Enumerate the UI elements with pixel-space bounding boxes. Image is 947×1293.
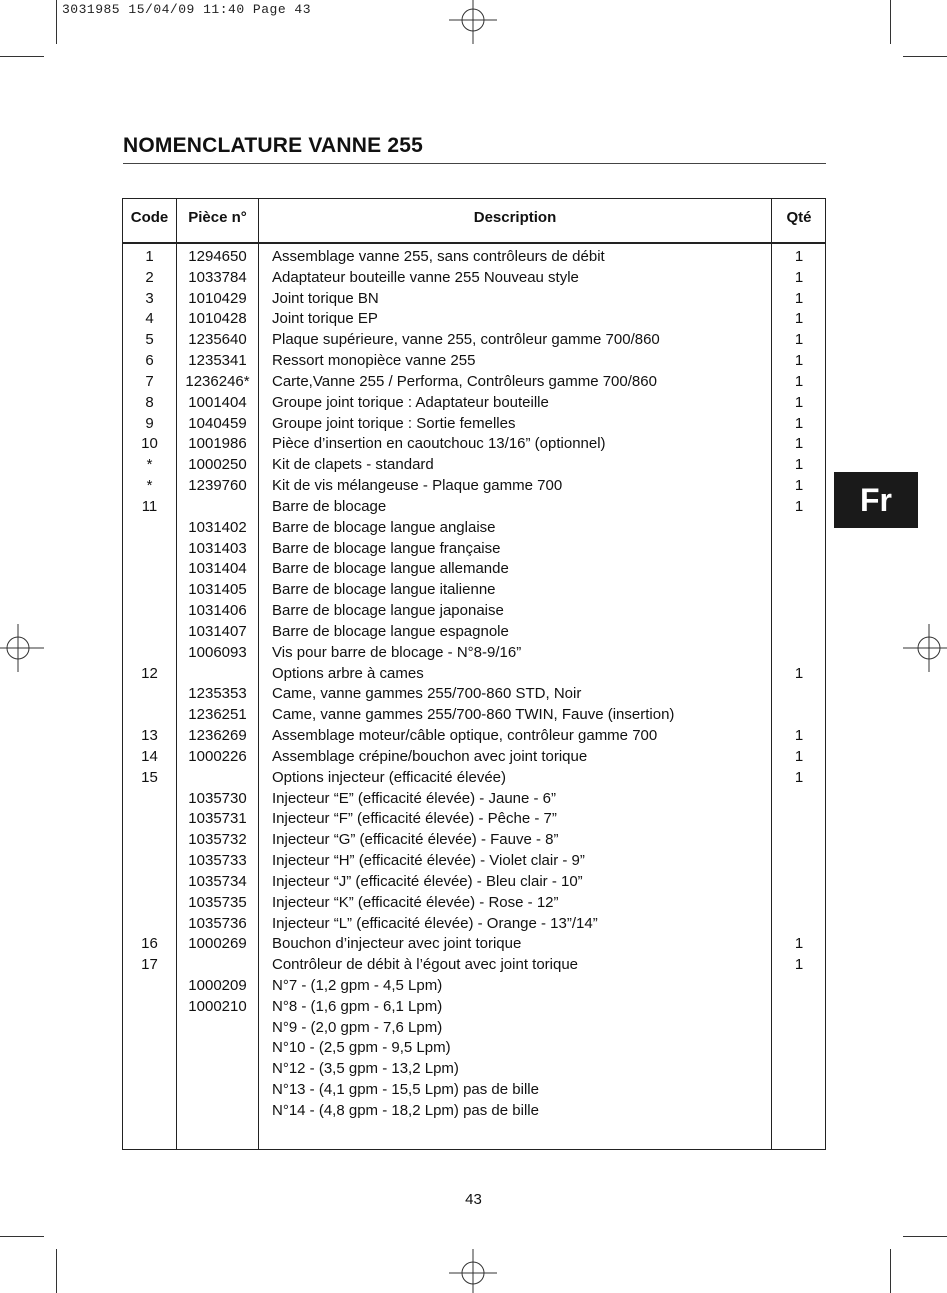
cell-qty: 1: [794, 727, 804, 745]
cell-code: 1: [145, 248, 154, 265]
cell-piece: 1000269: [188, 935, 247, 953]
crop-mark-bottom-right-v: [890, 1249, 891, 1293]
cell-code: 3: [145, 289, 154, 307]
cell-description: N°14 - (4,8 gpm - 18,2 Lpm) pas de bille: [272, 1101, 539, 1119]
table-row: [123, 684, 825, 705]
cell-piece: 1031407: [188, 622, 247, 640]
language-tab: Fr: [834, 472, 918, 528]
cell-description: Assemblage crépine/bouchon avec joint torique: [272, 747, 588, 765]
cell-code: 16: [141, 935, 158, 953]
cell-description: Injecteur “H” (efficacité élevée) - Violet clair - 9”: [272, 852, 585, 870]
cell-description: Injecteur “L” (efficacité élevée) - Orange - 13”/14”: [272, 914, 598, 932]
print-slug: 3031985 15/04/09 11:40 Page 43: [62, 2, 312, 17]
cell-piece: 1035731: [188, 810, 247, 828]
registration-mark-bottom: [449, 1245, 497, 1293]
page-title: NOMENCLATURE VANNE 255: [123, 134, 423, 157]
cell-description: Injecteur “J” (efficacité élevée) - Bleu clair - 10”: [272, 872, 583, 890]
table-row: [123, 372, 825, 393]
table-row: [123, 747, 825, 768]
cell-qty: 1: [794, 956, 804, 974]
title-underline: [123, 163, 826, 164]
cell-description: N°8 - (1,6 gpm - 6,1 Lpm): [272, 997, 443, 1015]
table-row: [123, 1101, 825, 1122]
table-row: [123, 455, 825, 476]
cell-description: Kit de clapets - standard: [272, 456, 434, 474]
table-row: [123, 997, 825, 1018]
header-description: Description: [473, 209, 557, 226]
cell-piece: 1033784: [188, 268, 247, 286]
table-row: [123, 414, 825, 435]
table-row: [123, 1038, 825, 1059]
cell-code: 12: [141, 664, 158, 682]
cell-description: Barre de blocage langue française: [272, 539, 501, 557]
crop-mark-top-left-v: [56, 0, 57, 44]
cell-qty: 1: [794, 393, 804, 411]
cell-piece: 1000209: [188, 976, 247, 994]
cell-qty: 1: [794, 289, 804, 307]
cell-piece: 1035732: [188, 831, 247, 849]
cell-piece: 1000210: [188, 997, 247, 1015]
cell-code: 14: [141, 747, 158, 765]
table-row: [123, 705, 825, 726]
cell-code: 13: [141, 727, 158, 745]
cell-description: Assemblage moteur/câble optique, contrôleur gamme 700: [272, 727, 658, 745]
table-row: [123, 247, 825, 268]
cell-description: Barre de blocage langue anglaise: [272, 518, 496, 536]
crop-mark-top-right-v: [890, 0, 891, 44]
registration-mark-left: [0, 624, 48, 672]
cell-code: 6: [145, 352, 154, 370]
table-row: [123, 434, 825, 455]
registration-mark-top: [449, 0, 497, 48]
cell-piece: 1035735: [188, 893, 247, 911]
cell-piece: 1040459: [188, 414, 247, 432]
crop-mark-top-right-h: [903, 56, 947, 57]
cell-code: 5: [145, 331, 154, 349]
table-row: [123, 268, 825, 289]
cell-code: 9: [145, 414, 154, 432]
cell-piece: 1236251: [188, 706, 247, 724]
cell-qty: 1: [794, 456, 804, 474]
table-row: [123, 726, 825, 747]
header-qty: Qté: [786, 209, 812, 226]
cell-piece: 1031402: [188, 518, 247, 536]
header-divider: [123, 242, 825, 244]
table-row: [123, 497, 825, 518]
table-row: [123, 851, 825, 872]
cell-code: 11: [141, 497, 158, 515]
cell-description: Options injecteur (efficacité élevée): [272, 768, 507, 786]
cell-qty: 1: [794, 248, 804, 265]
table-row: [123, 622, 825, 643]
table-row: [123, 976, 825, 997]
page-number: 43: [465, 1191, 482, 1208]
cell-qty: 1: [794, 497, 804, 515]
table-row: [123, 830, 825, 851]
cell-qty: 1: [794, 414, 804, 432]
crop-mark-bottom-right-h: [903, 1236, 947, 1237]
cell-piece: 1031405: [188, 581, 247, 599]
table-row: [123, 893, 825, 914]
cell-description: Barre de blocage langue espagnole: [272, 622, 509, 640]
cell-description: Plaque supérieure, vanne 255, contrôleur gamme 700/860: [272, 331, 660, 349]
cell-qty: 1: [794, 331, 804, 349]
header-piece: Pièce n°: [188, 209, 247, 226]
crop-mark-bottom-left-v: [56, 1249, 57, 1293]
table-row: [123, 768, 825, 789]
cell-description: Injecteur “E” (efficacité élevée) - Jaune - 6”: [272, 789, 557, 807]
cell-description: N°12 - (3,5 gpm - 13,2 Lpm): [272, 1060, 459, 1078]
cell-qty: 1: [794, 747, 804, 765]
cell-code: 15: [141, 768, 158, 786]
cell-description: Barre de blocage langue allemande: [272, 560, 509, 578]
table-body: [123, 247, 825, 1122]
cell-description: Came, vanne gammes 255/700-860 STD, Noir: [272, 685, 582, 703]
cell-piece: 1031403: [188, 539, 247, 557]
cell-description: Joint torique BN: [272, 289, 379, 307]
cell-description: Barre de blocage: [272, 497, 387, 515]
header-code: Code: [130, 209, 169, 226]
cell-description: N°13 - (4,1 gpm - 15,5 Lpm) pas de bille: [272, 1081, 539, 1099]
cell-piece: 1236246*: [185, 372, 250, 390]
cell-qty: 1: [794, 268, 804, 286]
registration-mark-right: [899, 624, 947, 672]
cell-description: Injecteur “G” (efficacité élevée) - Fauve - 8”: [272, 831, 559, 849]
table-row: [123, 1080, 825, 1101]
cell-qty: 1: [794, 664, 804, 682]
cell-qty: 1: [794, 935, 804, 953]
cell-code: 4: [145, 310, 154, 328]
cell-qty: 1: [794, 477, 804, 495]
cell-description: Bouchon d’injecteur avec joint torique: [272, 935, 522, 953]
crop-mark-bottom-left-h: [0, 1236, 44, 1237]
cell-qty: 1: [794, 310, 804, 328]
table-row: [123, 518, 825, 539]
cell-piece: 1010428: [188, 310, 247, 328]
table-row: [123, 393, 825, 414]
cell-code: *: [146, 456, 153, 474]
parts-table: [122, 198, 826, 1150]
table-row: [123, 580, 825, 601]
cell-piece: 1001986: [188, 435, 247, 453]
cell-piece: 1294650: [188, 248, 247, 265]
table-row: [123, 559, 825, 580]
cell-qty: 1: [794, 435, 804, 453]
cell-piece: 1001404: [188, 393, 247, 411]
cell-piece: 1006093: [188, 643, 247, 661]
cell-description: N°10 - (2,5 gpm - 9,5 Lpm): [272, 1039, 451, 1057]
table-row: [123, 1018, 825, 1039]
cell-description: Came, vanne gammes 255/700-860 TWIN, Fauve (insertion): [272, 706, 675, 724]
cell-description: Injecteur “F” (efficacité élevée) - Pêche - 7”: [272, 810, 557, 828]
cell-piece: 1000226: [188, 747, 247, 765]
table-row: [123, 789, 825, 810]
table-row: [123, 914, 825, 935]
table-row: [123, 476, 825, 497]
cell-piece: 1035733: [188, 852, 247, 870]
cell-piece: 1035736: [188, 914, 247, 932]
cell-code: *: [146, 477, 153, 495]
table-row: [123, 539, 825, 560]
table-row: [123, 809, 825, 830]
cell-piece: 1235341: [188, 352, 247, 370]
cell-piece: 1031404: [188, 560, 247, 578]
table-row: [123, 351, 825, 372]
cell-description: Pièce d’insertion en caoutchouc 13/16” (optionnel): [272, 435, 606, 453]
cell-code: 10: [141, 435, 158, 453]
table-row: [123, 872, 825, 893]
cell-qty: 1: [794, 352, 804, 370]
cell-code: 17: [141, 956, 158, 974]
cell-code: 2: [145, 268, 154, 286]
table-row: [123, 934, 825, 955]
cell-description: N°9 - (2,0 gpm - 7,6 Lpm): [272, 1018, 443, 1036]
cell-piece: 1035734: [188, 872, 247, 890]
cell-description: Vis pour barre de blocage - N°8-9/16”: [272, 643, 522, 661]
table-row: [123, 955, 825, 976]
cell-description: Injecteur “K” (efficacité élevée) - Rose - 12”: [272, 893, 559, 911]
cell-piece: 1035730: [188, 789, 247, 807]
cell-piece: 1031406: [188, 602, 247, 620]
table-row: [123, 1059, 825, 1080]
table-row: [123, 309, 825, 330]
cell-description: Joint torique EP: [272, 310, 378, 328]
cell-description: Kit de vis mélangeuse - Plaque gamme 700: [272, 477, 563, 495]
cell-piece: 1000250: [188, 456, 247, 474]
cell-qty: 1: [794, 768, 804, 786]
cell-piece: 1236269: [188, 727, 247, 745]
cell-code: 7: [145, 372, 154, 390]
cell-code: 8: [145, 393, 154, 411]
cell-description: Options arbre à cames: [272, 664, 424, 682]
cell-description: Groupe joint torique : Adaptateur bouteille: [272, 393, 549, 411]
table-row: [123, 289, 825, 310]
cell-description: Adaptateur bouteille vanne 255 Nouveau style: [272, 268, 579, 286]
cell-piece: 1235640: [188, 331, 247, 349]
cell-piece: 1010429: [188, 289, 247, 307]
cell-description: Ressort monopièce vanne 255: [272, 352, 476, 370]
cell-description: Carte,Vanne 255 / Performa, Contrôleurs gamme 700/860: [272, 372, 657, 390]
cell-qty: 1: [794, 372, 804, 390]
crop-mark-top-left-h: [0, 56, 44, 57]
cell-description: Contrôleur de débit à l’égout avec joint torique: [272, 956, 579, 974]
table-row: [123, 664, 825, 685]
cell-description: N°7 - (1,2 gpm - 4,5 Lpm): [272, 976, 443, 994]
cell-piece: 1239760: [188, 477, 247, 495]
cell-description: Barre de blocage langue japonaise: [272, 602, 504, 620]
cell-description: Groupe joint torique : Sortie femelles: [272, 414, 516, 432]
cell-piece: 1235353: [188, 685, 247, 703]
table-row: [123, 643, 825, 664]
cell-description: Barre de blocage langue italienne: [272, 581, 496, 599]
table-row: [123, 330, 825, 351]
table-row: [123, 601, 825, 622]
cell-description: Assemblage vanne 255, sans contrôleurs de débit: [272, 248, 605, 265]
